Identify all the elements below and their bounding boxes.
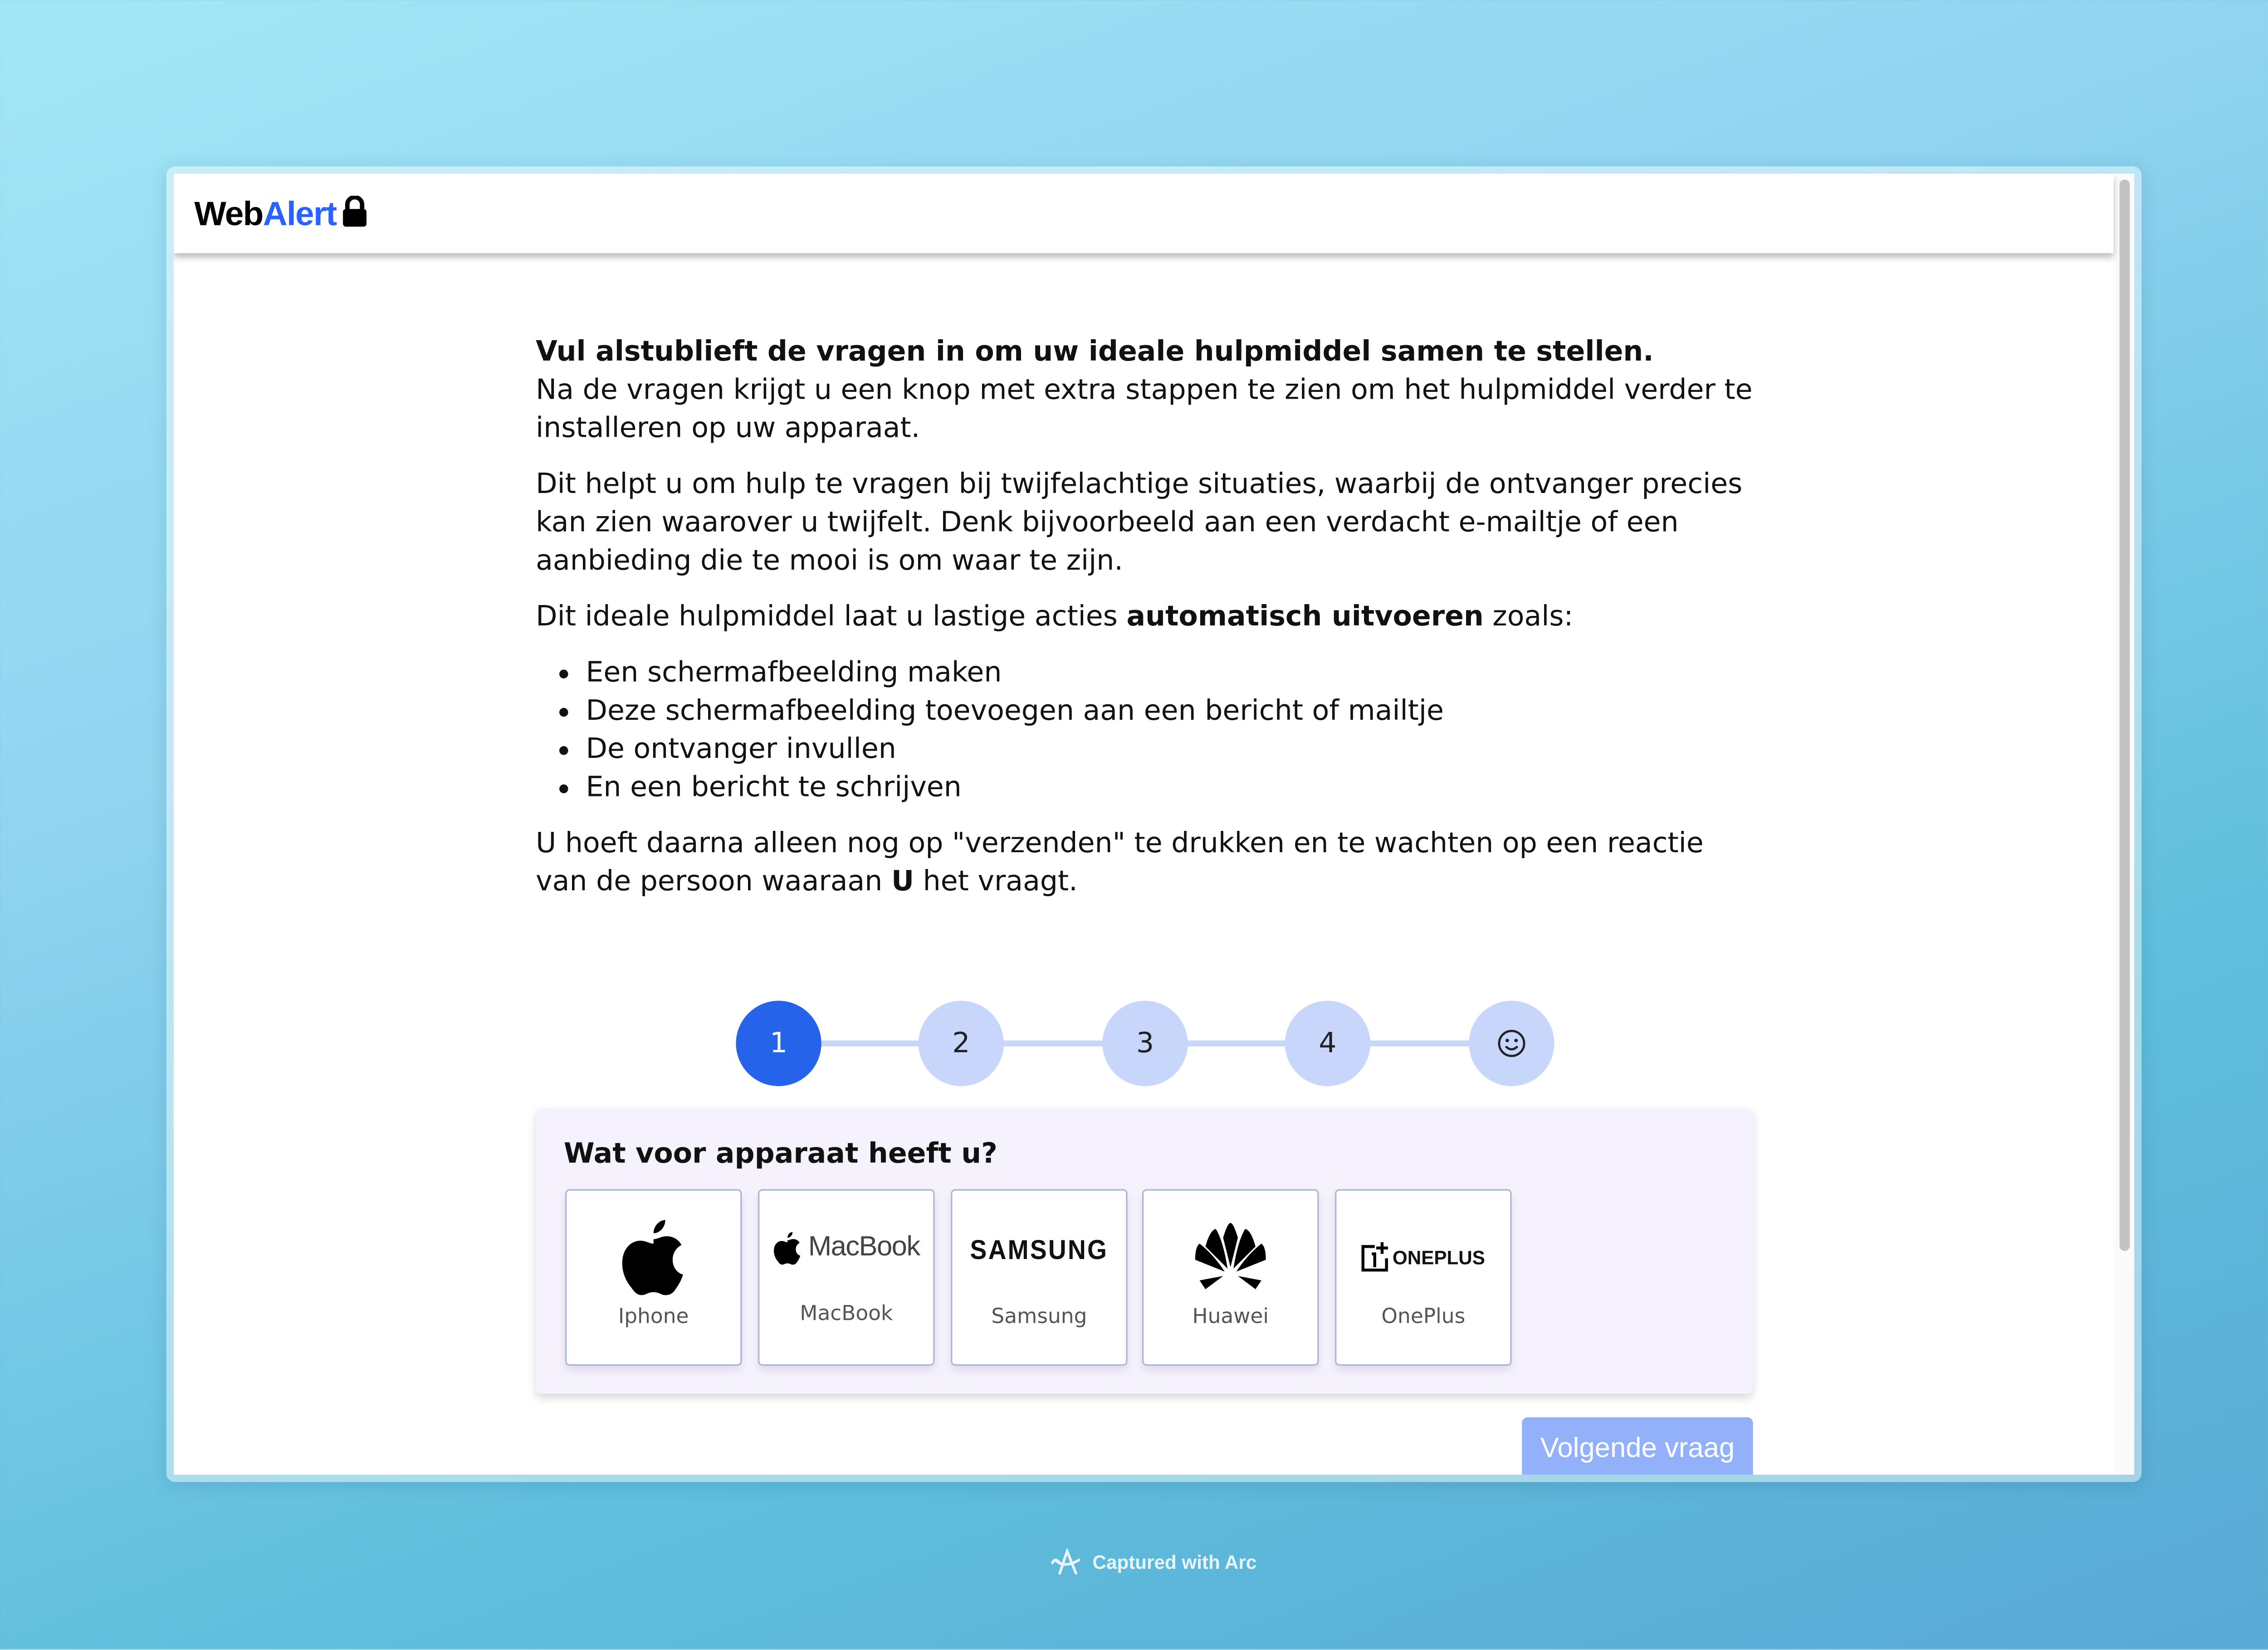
device-label: Samsung: [991, 1305, 1087, 1329]
logo-text-alert: Alert: [263, 194, 337, 233]
device-label: OnePlus: [1381, 1305, 1466, 1329]
scrollbar-thumb[interactable]: [2120, 180, 2130, 1251]
list-item: • Een schermafbeelding maken: [586, 654, 1757, 692]
question-card: [536, 1108, 1753, 1394]
action-list: [536, 654, 1757, 806]
samsung-logo: SAMSUNG: [970, 1235, 1109, 1266]
step-4[interactable]: 4: [1285, 1001, 1370, 1086]
text: Dit ideale hulpmiddel laat u lastige acties: [536, 600, 1127, 633]
webalert-logo[interactable]: [194, 194, 367, 234]
intro-paragraph-4: [536, 824, 1757, 901]
footer-text: Captured with Arc: [1092, 1550, 1257, 1573]
list-item: • En een bericht te schrijven: [586, 768, 1757, 806]
smiley-icon: [1497, 1029, 1526, 1058]
list-item: • Deze schermafbeelding toevoegen aan een bericht of mailtje: [586, 692, 1757, 730]
capture-footer: [0, 1548, 2268, 1575]
lock-icon: [341, 196, 367, 228]
intro-heading: Vul alstublieft de vragen in om uw ideale hulpmiddel samen te stellen.: [536, 335, 1654, 368]
oneplus-logo-text: ONEPLUS: [1392, 1245, 1485, 1268]
device-label: Iphone: [618, 1305, 689, 1329]
intro-paragraph-2: Dit helpt u om hulp te vragen bij twijfelachtige situaties, waarbij de ontvanger precies kan zien waarover u twijfelt. Denk bijvoorbeeld aan een verdacht e-mailtje of een aanbieding die te mooi is om waar te zijn.: [536, 468, 1743, 577]
apple-icon: [620, 1217, 687, 1297]
macbook-logo-text: MacBook: [808, 1231, 920, 1263]
header: [174, 174, 2114, 253]
list-item: • De ontvanger invullen: [586, 730, 1757, 768]
step-2[interactable]: 2: [919, 1001, 1004, 1086]
device-label: MacBook: [800, 1302, 893, 1326]
oneplus-icon: [1362, 1242, 1388, 1272]
apple-icon: [773, 1230, 802, 1266]
step-1[interactable]: 1: [736, 1001, 821, 1086]
next-question-button[interactable]: Volgende vraag: [1522, 1417, 1753, 1475]
arc-logo-icon: [1051, 1548, 1084, 1575]
step-indicator: [736, 1001, 1554, 1086]
scrollbar[interactable]: [2114, 174, 2134, 1474]
bold-text: U: [891, 865, 914, 898]
intro-line: Na de vragen krijgt u een knop met extra stappen te zien om het hulpmiddel verder te installeren op uw apparaat.: [536, 374, 1753, 444]
intro-paragraph-3: [536, 597, 1757, 635]
device-label: Huawei: [1192, 1305, 1269, 1329]
device-option-iphone[interactable]: [565, 1189, 742, 1366]
step-final[interactable]: [1469, 1001, 1554, 1086]
device-option-macbook[interactable]: [758, 1189, 934, 1366]
logo-text-web: Web: [194, 194, 263, 233]
text: het vraagt.: [914, 865, 1078, 898]
browser-window: [166, 166, 2142, 1482]
bold-text: automatisch uitvoeren: [1126, 600, 1484, 633]
device-option-huawei[interactable]: [1142, 1189, 1319, 1366]
text: zoals:: [1483, 600, 1574, 633]
device-option-samsung[interactable]: [951, 1189, 1127, 1366]
question-title: Wat voor apparaat heeft u?: [563, 1137, 997, 1170]
huawei-icon: [1191, 1223, 1270, 1291]
step-3[interactable]: 3: [1102, 1001, 1188, 1086]
intro-text: [536, 332, 1757, 918]
device-option-oneplus[interactable]: [1335, 1189, 1511, 1366]
text: U hoeft daarna alleen nog op "verzenden" te drukken en te wachten op een reactie van de persoon waaraan: [536, 827, 1704, 898]
